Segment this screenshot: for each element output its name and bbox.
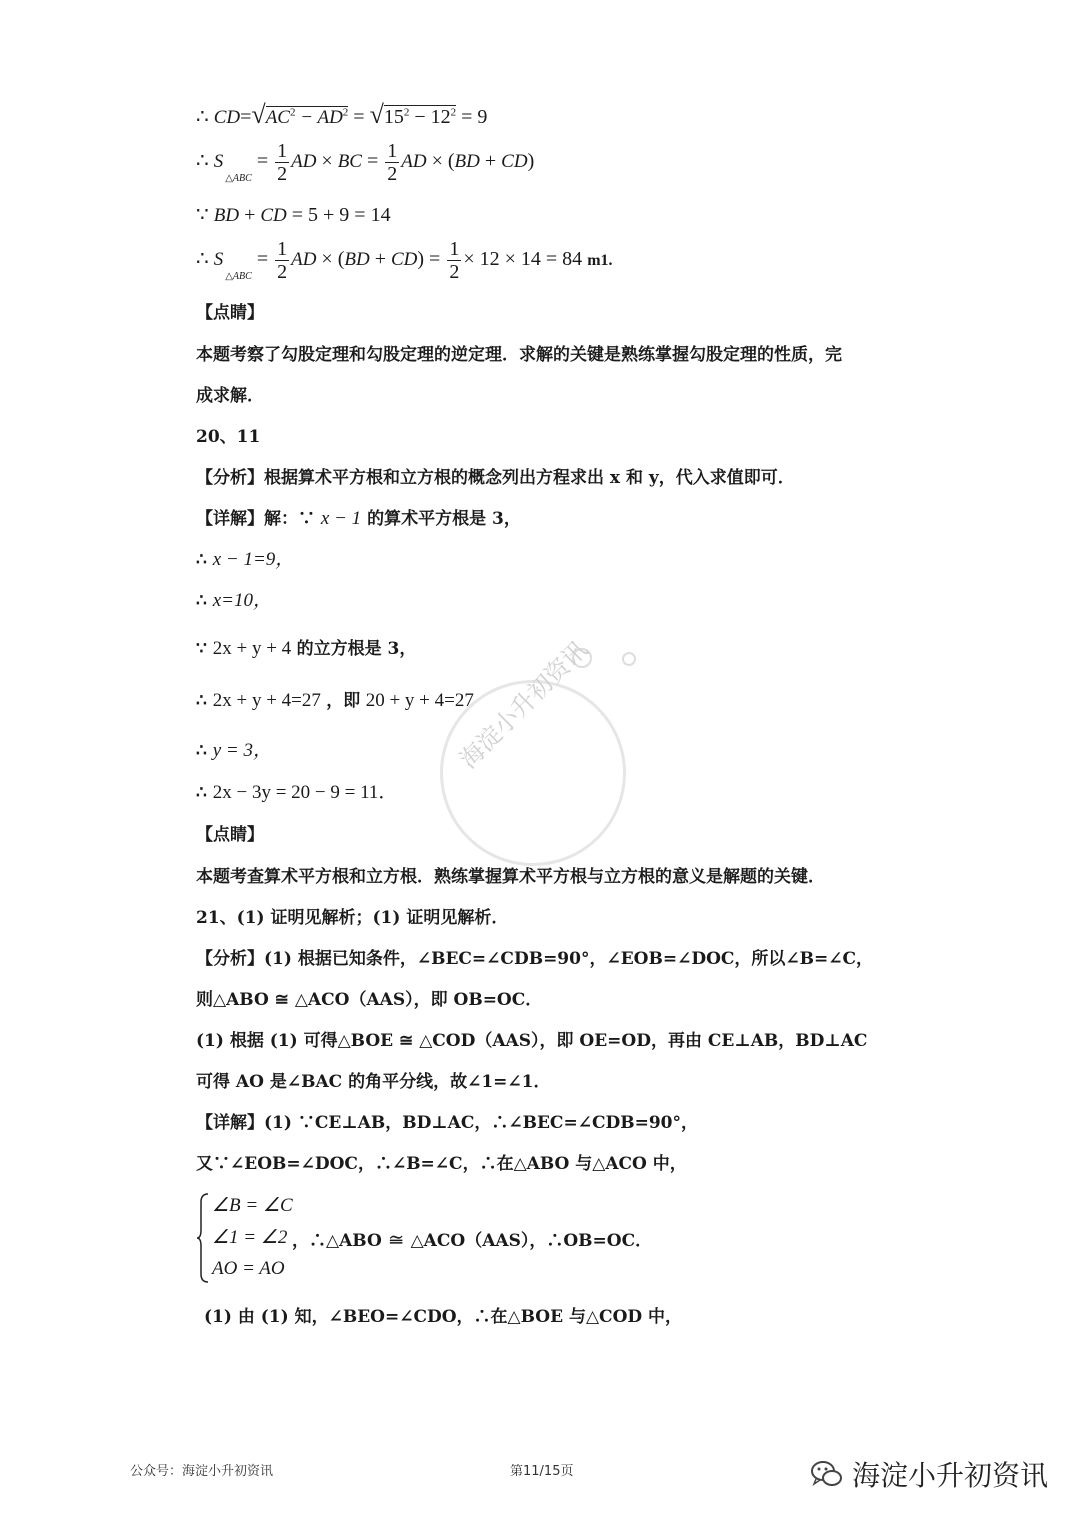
detail-text	[196, 508, 521, 530]
equation-cd-result: = 9	[461, 106, 488, 128]
math-expression: 20 + y + 4=27	[365, 690, 474, 711]
section-header-dianjing: 【点睛】	[196, 303, 264, 323]
step-line: ∴ 2x − 3y = 20 − 9 = 11．	[196, 782, 398, 803]
math-expression: 2x − 3y = 20 − 9 = 11．	[212, 782, 398, 803]
wechat-icon	[810, 1459, 844, 1489]
paragraph-text: 本题考察了勾股定理和勾股定理的逆定理．求解的关键是熟练掌握勾股定理的性质，完	[196, 345, 842, 365]
question-title: 20、11	[196, 427, 261, 447]
system-equation: ∠B = ∠C	[212, 1195, 293, 1216]
watermark-text: 海淀小升初资讯	[454, 635, 593, 775]
brand-name: 海淀小升初资讯	[852, 1459, 1049, 1492]
math-expression: y = 3，	[212, 740, 272, 761]
paragraph-text: 本题考查算术平方根和立方根．熟练掌握算术平方根与立方根的意义是解题的关键．	[196, 867, 825, 887]
math-expression: 2x + y + 4	[212, 638, 292, 659]
brand-logo	[810, 1454, 1048, 1494]
step-text: ，即	[326, 691, 361, 711]
paragraph-text: 成求解．	[196, 386, 264, 406]
step-line: ∴ y = 3，	[196, 740, 272, 761]
step-line: ∴ x=10，	[196, 590, 272, 611]
step-line: ∵ 2x + y + 4 的立方根是 3，	[196, 638, 417, 659]
equation-cd: ∴ $CD=√AC^2 - AD^2 = √15^2 - 12^2 = 9$	[196, 100, 488, 129]
question-title: 21、(1) 证明见解析；(1) 证明见解析．	[196, 908, 509, 928]
step-line: ∴ x − 1=9，	[196, 549, 295, 570]
analysis-text: 可得 AO 是∠BAC 的角平分线，故∠1=∠1．	[196, 1072, 551, 1092]
equation-area-2: ∴ $S_{\triangle ABC}$ = $\frac{1}{2}$ AD × (BD + CD) = $\frac{1}{2}$ × 12 × 14 = 84 m1.	[196, 238, 613, 283]
detail-text: (1) 由 (1) 知，∠BEO=∠CDO，∴在△BOE 与△COD 中，	[204, 1307, 683, 1327]
equation-area-1: ∴ $S_{\triangle ABC}$ = $\frac{1}{2}$ AD × BC = $\frac{1}{2}$ AD × (BD + CD)	[196, 140, 535, 185]
detail-text: 【详解】(1) ∵CE⊥AB，BD⊥AC，∴∠BEC=∠CDB=90°，	[196, 1113, 698, 1133]
footer-account: 公众号：海淀小升初资讯	[130, 1464, 274, 1479]
page-number: 第11/15页	[510, 1464, 574, 1479]
detail-label: 【详解】解：∵	[196, 509, 315, 529]
step-line: ∴ 2x + y + 4=27 ，即 20 + y + 4=27	[196, 690, 474, 711]
system-conclusion: ，∴△ABO ≅ △ACO（AAS），∴OB=OC．	[292, 1231, 653, 1251]
equation-sum: ∵ BD + CD = 5 + 9 = 14	[196, 204, 391, 226]
math-expression: 2x + y + 4=27	[212, 690, 321, 711]
detail-rest: 的算术平方根是 3，	[367, 509, 521, 529]
section-header-dianjing: 【点睛】	[196, 825, 264, 845]
analysis-text: (1) 根据 (1) 可得△BOE ≅ △COD（AAS），即 OE=OD，再由 CE⊥AB，BD⊥AC	[196, 1031, 868, 1051]
area-unit: m1.	[587, 252, 613, 270]
system-equation: AO = AO	[212, 1258, 285, 1279]
math-expression: x=10，	[212, 590, 272, 611]
step-text: 的立方根是 3，	[296, 639, 417, 659]
math-expression: x − 1	[320, 508, 362, 529]
math-expression: x − 1=9，	[212, 549, 295, 570]
analysis-text: 【分析】根据算术平方根和立方根的概念列出方程求出 x 和 y，代入求值即可．	[196, 468, 795, 488]
analysis-text: 则△ABO ≅ △ACO（AAS），即 OB=OC．	[196, 990, 543, 1010]
watermark-dot	[622, 652, 636, 666]
analysis-text: 【分析】(1) 根据已知条件，∠BEC=∠CDB=90°，∠EOB=∠DOC，所以∠B=∠C，	[196, 949, 874, 969]
brace-icon	[196, 1192, 210, 1284]
detail-text: 又∵∠EOB=∠DOC，∴∠B=∠C，∴在△ABO 与△ACO 中，	[196, 1154, 687, 1174]
system-equation: ∠1 = ∠2	[212, 1227, 288, 1248]
